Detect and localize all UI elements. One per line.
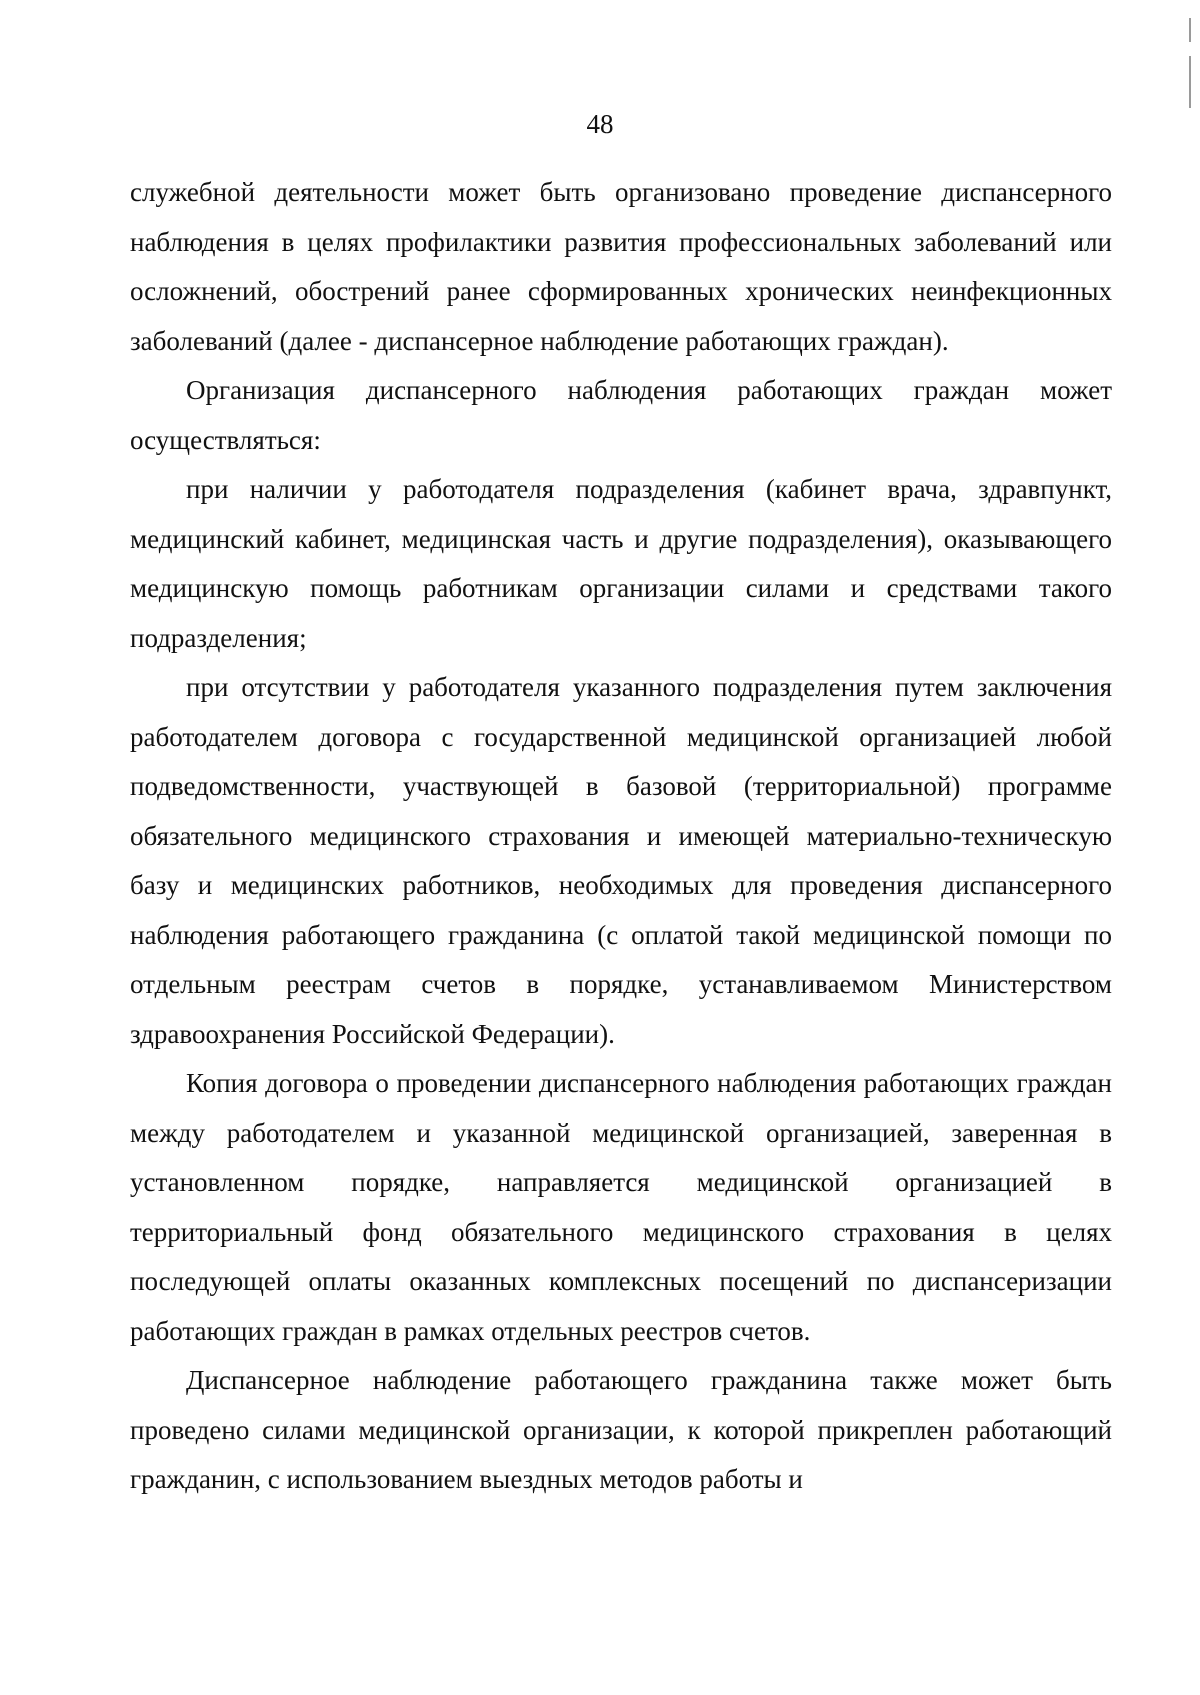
paragraph: при отсутствии у работодателя указанного подразделения путем заключения работодателем договора с государственной медицинской организацией любой подведомственности, участвующей в базовой (территориальной) программе обязательного медицинского страхования и имеющей материально-техническую базу и медицинских работников, необходимых для проведения диспансерного наблюдения работающего гражданина (с оплатой такой медицинской помощи по отдельным реестрам счетов в порядке, устанавливаемом Министерством здравоохранения Российской Федерации). bbox=[130, 672, 1112, 1049]
scan-edge-mark bbox=[1189, 18, 1191, 42]
scan-edge-mark bbox=[1189, 56, 1191, 108]
paragraph: при наличии у работодателя подразделения (кабинет врача, здравпункт, медицинский кабинет, медицинская часть и другие подразделения), оказывающего медицинскую помощь работникам организации силами и средствами такого подразделения; bbox=[130, 474, 1112, 653]
paragraph: Диспансерное наблюдение работающего гражданина также может быть проведено силами медицинской организации, к которой прикреплен работающий гражданин, с использованием выездных методов работы и bbox=[130, 1365, 1112, 1494]
paragraph: Копия договора о проведении диспансерного наблюдения работающих граждан между работодателем и указанной медицинской организацией, заверенная в установленном порядке, направляется медицинской организацией в территориальный фонд обязательного медицинского страхования в целях последующей оплаты оказанных комплексных посещений по диспансеризации работающих граждан в рамках отдельных реестров счетов. bbox=[130, 1068, 1112, 1346]
page-number: 48 bbox=[586, 109, 614, 139]
paragraph: служебной деятельности может быть организовано проведение диспансерного наблюдения в целях профилактики развития профессиональных заболеваний или осложнений, обострений ранее сформированных хронических неинфекционных заболеваний (далее - диспансерное наблюдение работающих граждан). bbox=[130, 177, 1112, 356]
document-body bbox=[130, 168, 1112, 1505]
paragraph: Организация диспансерного наблюдения работающих граждан может осуществляться: bbox=[130, 375, 1112, 455]
